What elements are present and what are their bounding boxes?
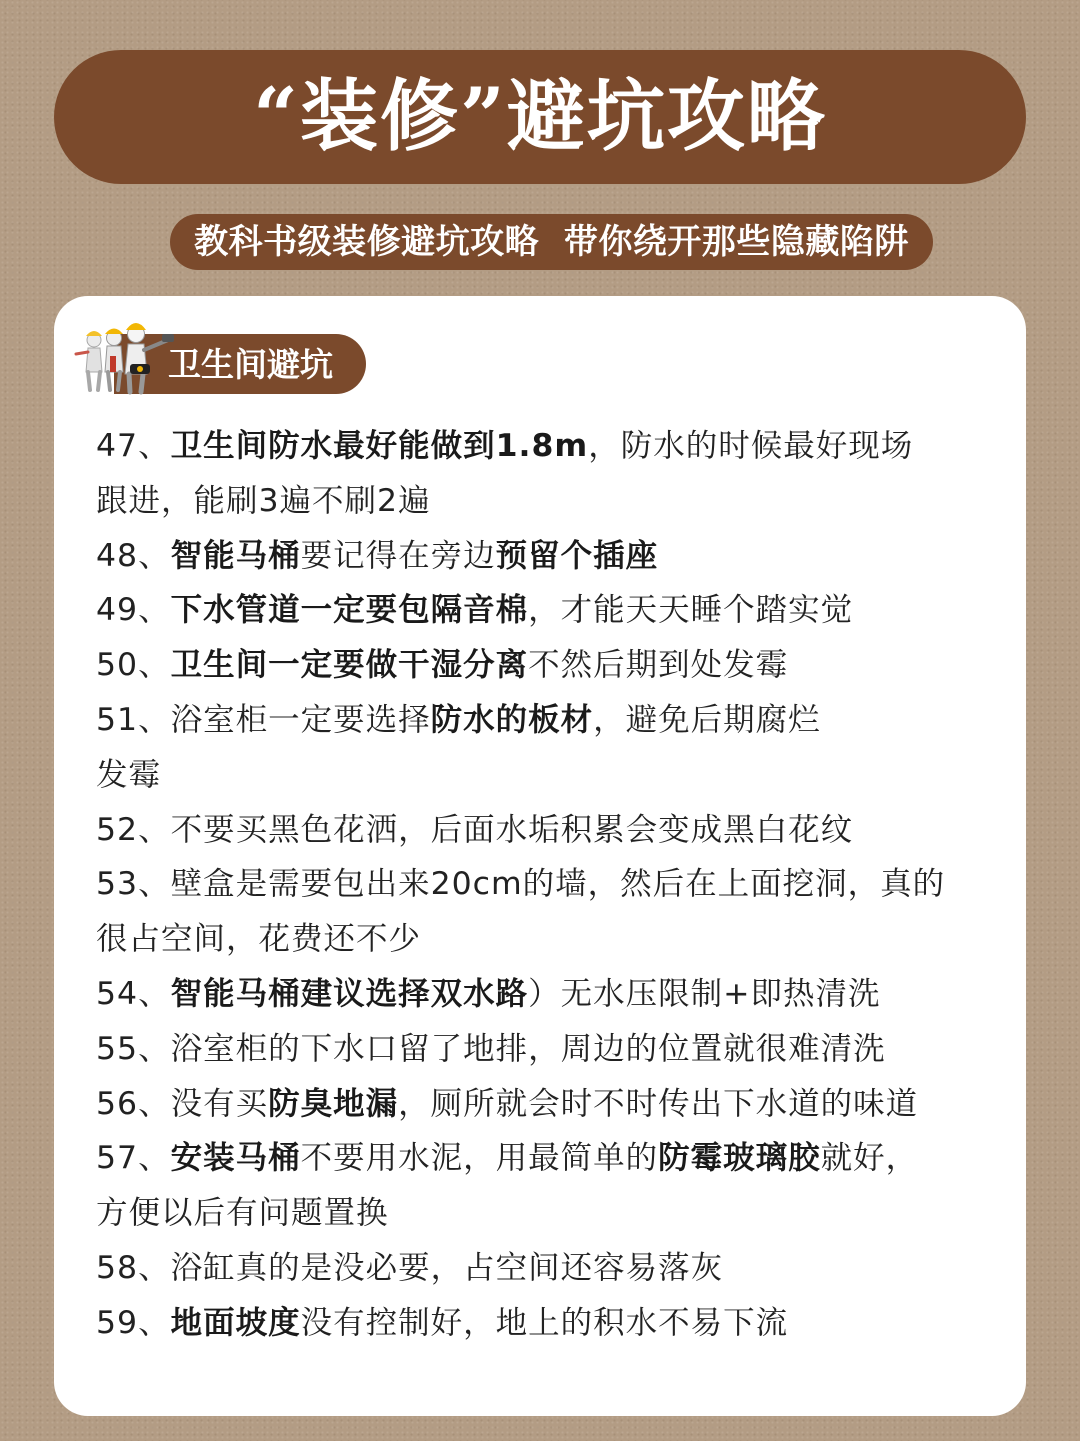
tip-highlight: 防臭地漏 (268, 1085, 399, 1122)
tip-item (96, 1022, 1011, 1077)
tip-list (96, 419, 1011, 1351)
tip-text: 不要用水泥，用最简单的 (300, 1140, 659, 1177)
tip-item (96, 1131, 1011, 1241)
tip-highlight: 智能马桶建议选择双水路 (170, 975, 529, 1012)
tip-highlight: 防霉玻璃胶 (658, 1140, 821, 1177)
tip-highlight: 卫生间一定要做干湿分离 (170, 647, 529, 684)
tip-number: 58、 (96, 1249, 171, 1286)
tip-text: 壁盒是需要包出来20cm的墙，然后在上面挖洞，真的 (170, 866, 946, 903)
tip-item (96, 967, 1011, 1022)
tip-text: ，防水的时候最好现场 (588, 428, 914, 464)
tip-text: 不要买黑色花洒，后面水垢积累会变成黑白花纹 (170, 811, 854, 848)
tip-text: ，避免后期腐烂 (593, 701, 821, 738)
tip-text: 发霉 (96, 756, 162, 793)
tip-item (96, 857, 1011, 967)
page-subtitle: 教科书级装修避坑攻略 带你绕开那些隐藏陷阱 (194, 222, 909, 262)
tip-text: 要记得在旁边 (300, 537, 496, 574)
tip-highlight: 地面坡度 (170, 1304, 301, 1341)
section-title: 卫生间避坑 (168, 344, 333, 384)
tip-text: 方便以后有问题置换 (96, 1195, 389, 1232)
title-banner (54, 50, 1026, 184)
tip-text: ，才能天天睡个踏实觉 (528, 592, 854, 629)
tip-item (96, 803, 1011, 858)
tip-item (96, 693, 1011, 803)
tip-highlight: 安装马桶 (170, 1140, 301, 1177)
tip-text: 浴缸真的是没必要，占空间还容易落灰 (170, 1249, 724, 1286)
page-title: “装修”避坑攻略 (253, 71, 827, 162)
tip-item (96, 583, 1011, 638)
tip-highlight: 智能马桶 (170, 537, 301, 574)
tip-text: 没有控制好，地上的积水不易下流 (300, 1304, 789, 1341)
tip-item (96, 529, 1011, 584)
tip-highlight: 防水的板材 (430, 701, 594, 738)
construction-workers-icon (64, 310, 184, 396)
content-card (54, 296, 1026, 1416)
tip-item (96, 1077, 1011, 1132)
tip-text: 很占空间，花费还不少 (96, 921, 422, 958)
tip-text: 就好， (820, 1140, 919, 1177)
tip-number: 54、 (96, 975, 171, 1012)
tip-number: 50、 (96, 647, 171, 684)
tip-text: 浴室柜一定要选择 (170, 701, 431, 738)
tip-number: 47、 (96, 428, 171, 464)
tip-number: 59、 (96, 1304, 171, 1341)
tip-item (96, 638, 1011, 693)
tip-item (96, 1296, 1011, 1351)
tip-number: 57、 (96, 1140, 171, 1177)
tip-text: ）无水压限制+即热清洗 (528, 975, 881, 1012)
tip-number: 56、 (96, 1085, 171, 1122)
tip-highlight: 下水管道一定要包隔音棉 (170, 592, 529, 629)
tip-highlight: 卫生间防水最好能做到1.8m (170, 428, 589, 464)
tip-number: 55、 (96, 1030, 171, 1067)
tip-number: 52、 (96, 811, 171, 848)
tip-number: 49、 (96, 592, 171, 629)
tip-text: 没有买 (170, 1085, 269, 1122)
tip-number: 53、 (96, 866, 171, 903)
tip-text: 不然后期到处发霉 (528, 647, 789, 684)
tip-item (96, 1241, 1011, 1296)
subtitle-banner (170, 214, 933, 270)
tip-number: 51、 (96, 701, 171, 738)
tip-text: ，厕所就会时不时传出下水道的味道 (398, 1085, 919, 1122)
tip-text: 浴室柜的下水口留了地排，周边的位置就很难清洗 (170, 1030, 886, 1067)
tip-number: 48、 (96, 537, 171, 574)
tip-item (96, 419, 1011, 529)
tip-highlight: 预留个插座 (495, 537, 659, 574)
tip-text: 跟进，能刷3遍不刷2遍 (96, 482, 431, 519)
